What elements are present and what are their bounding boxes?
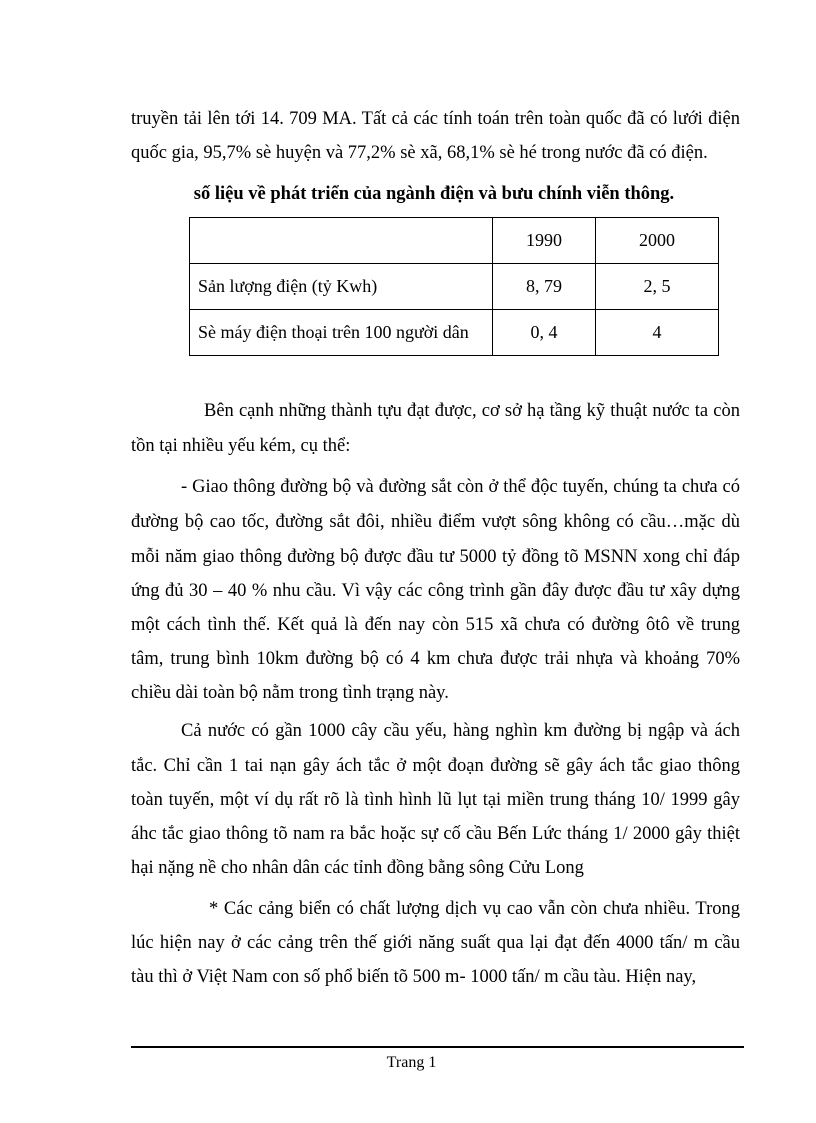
statistics-table (189, 217, 719, 356)
roads-line-5: một cách tình thế. Kết quả là đến nay còn 515 xã chưa có đường ôtô về trung (131, 615, 740, 635)
table-row (190, 310, 719, 356)
roads-line-3: mỗi năm giao thông đường bộ được đầu tư 5000 tỷ đồng tõ MSNN xong chỉ đáp (131, 547, 740, 567)
table-cell-value: 8, 79 (493, 264, 596, 310)
table-header-row (190, 218, 719, 264)
intro-line-1: truyền tải lên tới 14. 709 MA. Tất cả các tính toán trên toàn quốc đã có lưới điện (131, 109, 740, 129)
ports-line-1: * Các cảng biển có chất lượng dịch vụ cao vẫn còn chưa nhiều. Trong (209, 899, 740, 919)
table-cell-value: 0, 4 (493, 310, 596, 356)
bridges-line-5: hại nặng nề cho nhân dân các tỉnh đồng bằng sông Cửu Long (131, 858, 584, 878)
table-cell-label: Sản lượng điện (tỷ Kwh) (190, 264, 493, 310)
table-header-cell-1990: 1990 (493, 218, 596, 264)
weakness-line-1: Bên cạnh những thành tựu đạt được, cơ sở hạ tầng kỹ thuật nước ta còn (204, 401, 740, 421)
table-title: số liệu về phát triển của ngành điện và bưu chính viễn thông. (193, 184, 675, 204)
table-cell-value: 4 (596, 310, 719, 356)
intro-line-2: quốc gia, 95,7% sè huyện và 77,2% sè xã, 68,1% sè hé trong nước đã có điện. (131, 143, 708, 163)
roads-line-1: - Giao thông đường bộ và đường sắt còn ở thể độc tuyến, chúng ta chưa có (181, 477, 740, 497)
table-cell-value: 2, 5 (596, 264, 719, 310)
weakness-line-2: tồn tại nhiều yếu kém, cụ thể: (131, 436, 351, 456)
roads-line-4: ứng đủ 30 – 40 % nhu cầu. Vì vậy các công trình gần đây được đầu tư xây dựng (131, 581, 740, 601)
roads-line-7: chiều dài toàn bộ nằm trong tình trạng này. (131, 683, 449, 703)
table-cell-label: Sè máy điện thoại trên 100 người dân (190, 310, 493, 356)
table-header-cell-2000: 2000 (596, 218, 719, 264)
roads-line-6: tâm, trung bình 10km đường bộ có 4 km chưa được trải nhựa và khoảng 70% (131, 649, 740, 669)
table-header-cell-empty (190, 218, 493, 264)
bridges-line-2: tắc. Chỉ cần 1 tai nạn gây ách tắc ở một đoạn đường sẽ gây ách tắc giao thông (131, 756, 740, 776)
table-row (190, 264, 719, 310)
roads-line-2: đường bộ cao tốc, đường sắt đôi, nhiều điểm vượt sông không có cầu…mặc dù (131, 512, 740, 532)
bridges-line-1: Cả nước có gần 1000 cây cầu yếu, hàng nghìn km đường bị ngập và ách (181, 721, 740, 741)
page-number: Trang 1 (386, 1054, 437, 1071)
footer-divider (131, 1046, 744, 1048)
ports-line-3: tàu thì ở Việt Nam con số phổ biến tõ 500 m- 1000 tấn/ m cầu tàu. Hiện nay, (131, 967, 697, 987)
bridges-line-3: toàn tuyến, một ví dụ rất rõ là tình hình lũ lụt tại miền trung tháng 10/ 1999 gây (131, 790, 740, 810)
ports-line-2: lúc hiện nay ở các cảng trên thế giới năng suất qua lại đạt đến 4000 tấn/ m cầu (131, 933, 740, 953)
bridges-line-4: áhc tắc giao thông tõ nam ra bắc hoặc sự cố cầu Bến Lức tháng 1/ 2000 gây thiệt (131, 824, 740, 844)
